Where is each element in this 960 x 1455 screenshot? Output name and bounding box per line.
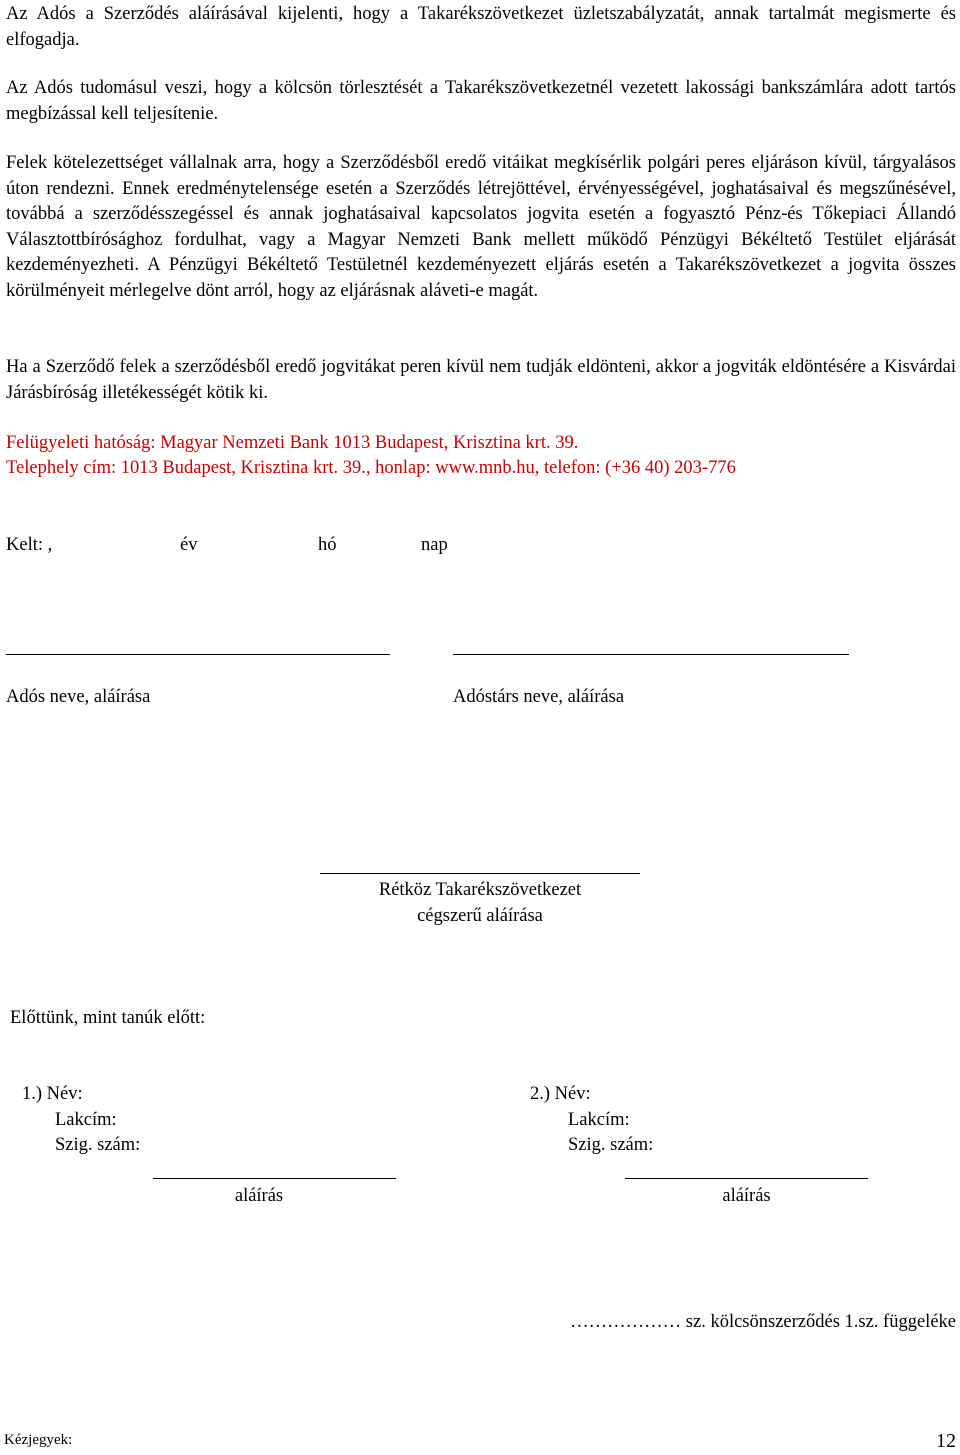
debtor-signature-line [6,654,390,655]
co-debtor-signature-line [453,654,849,655]
bank-signature-label: cégszerű aláírása [417,906,543,926]
witness2-id-label: Szig. szám: [568,1135,654,1155]
witnesses-heading: Előttünk, mint tanúk előtt: [10,1008,206,1028]
witness2-signature-label: aláírás [722,1186,771,1206]
supervisor-authority: Felügyeleti hatóság: Magyar Nemzeti Bank 1013 Budapest, Krisztina krt. 39. [6,433,579,453]
bank-name: Rétköz Takarékszövetkezet [378,880,582,900]
page-number: 12 [936,1430,956,1452]
witness1-name-label: 1.) Név: [22,1084,83,1104]
witness2-address-label: Lakcím: [568,1110,630,1130]
witness1-id-label: Szig. szám: [55,1135,141,1155]
appendix-note: ……………… sz. kölcsönszerződés 1.sz. függeléke [570,1312,956,1332]
bank-signature-line [320,873,640,874]
witness1-signature-label: aláírás [234,1186,284,1206]
paragraph-repayment: Az Adós tudomásul veszi, hogy a kölcsön törlesztését a Takarékszövetkezetnél vezetett lakossági bankszámlára adott tartós megbízással kell teljesítenie. [6,78,956,124]
paragraph-jurisdiction: Ha a Szerződő felek a szerződésből eredő jogvitákat peren kívül nem tudják eldönteni, akkor a jogviták eldöntésére a Kisvárdai Járásbíróság illetékességét kötik ki. [6,357,956,403]
supervisor-address: Telephely cím: 1013 Budapest, Krisztina krt. 39., honlap: www.mnb.hu, telefon: (+36 40) 203-776 [6,458,736,478]
witness2-signature-line [625,1178,868,1179]
debtor-signature-label: Adós neve, aláírása [6,687,151,707]
co-debtor-signature-label: Adóstárs neve, aláírása [453,687,625,707]
witness1-address-label: Lakcím: [55,1110,117,1130]
witness2-name-label: 2.) Név: [530,1084,591,1104]
paragraph-dispute-resolution: Felek kötelezettséget vállalnak arra, hogy a Szerződésből eredő vitáikat megkísérlik polgári peres eljáráson kívül, tárgyalásos úton rendezni. Ennek eredménytelensége esetén a Szerződés létrejöttével, érvényességével, joghatásaival és megszűnésével, továbbá a szerződésszegéssel és annak joghatásaival kapcsolatos jogvita esetén a fogyasztó Pénz-és Tőkepiaci Állandó Választottbírósághoz fordulhat, vagy a Magyar Nemzeti Bank mellett működő Pénzügyi Békéltető Testület eljárását kezdeményezheti. A Pénzügyi Békéltető Testületnél kezdeményezett eljárás esetén a Takarékszövetkezet a jogvita összes körülményeit mérlegelve dönt arról, hogy az eljárásnak aláveti-e magát. [6,153,956,301]
paragraph-acceptance: Az Adós a Szerződés aláírásával kijelenti, hogy a Takarékszövetkezet üzletszabályzatát, annak tartalmát megismerte és elfogadja. [6,4,956,50]
witness1-signature-line [153,1178,396,1179]
date-label: Kelt: , [6,535,53,555]
date-year-label: év [180,535,198,555]
date-month-label: hó [318,535,337,555]
initials-label: Kézjegyek: [4,1432,73,1448]
date-day-label: nap [421,535,448,555]
